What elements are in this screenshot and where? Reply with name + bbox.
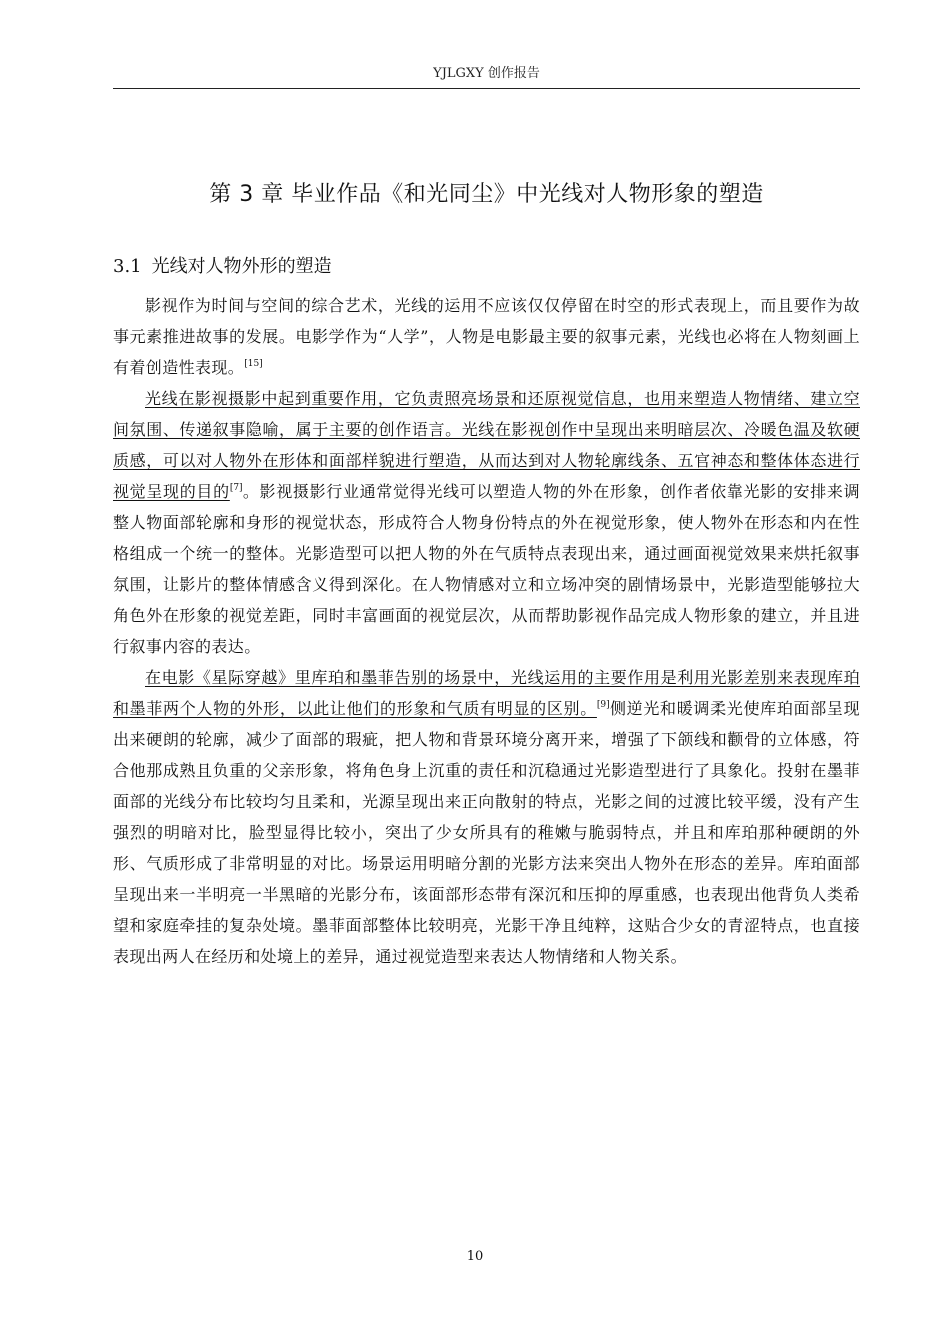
section-number: 3.1 [113,256,142,277]
paragraph-3-underlined-text: 在电影《星际穿越》里库珀和墨菲告别的场景中，光线运用的主要作用是利用光影差别来表现库珀和墨菲两个人物的外形，以此让他们的形象和气质有明显的区别。 [113,668,860,718]
paragraph-3-text: 侧逆光和暖调柔光使库珀面部呈现出来硬朗的轮廓，减少了面部的瑕疵，把人物和背景环境分离开来，增强了下颌线和颧骨的立体感，符合他那成熟且负重的父亲形象，将角色身上沉重的责任和沉稳通过光影造型进行了具象化。投射在墨菲面部的光线分布比较均匀且柔和，光源呈现出来正向散射的特点，光影之间的过渡比较平缓，没有产生强烈的明暗对比，脸型显得比较小，突出了少女所具有的稚嫩与脆弱特点，并且和库珀那种硬朗的外形、气质形成了非常明显的对比。场景运用明暗分割的光影方法来突出人物外在形态的差异。库珀面部呈现出来一半明亮一半黑暗的光影分布，该面部形态带有深沉和压抑的厚重感，也表现出他背负人类希望和家庭牵挂的复杂处境。墨菲面部整体比较明亮，光影干净且纯粹，这贴合少女的青涩特点，也直接表现出两人在经历和处境上的差异，通过视觉造型来表达人物情绪和人物关系。 [113,699,860,966]
citation-7: [7] [229,483,243,493]
running-header-title: YJLGXY 创作报告 [433,66,540,81]
chapter-title: 第 3 章 毕业作品《和光同尘》中光线对人物形象的塑造 [209,182,764,207]
paragraph-2-underlined-text: 光线在影视摄影中起到重要作用，它负责照亮场景和还原视觉信息，也用来塑造人物情绪、建立空间氛围、传递叙事隐喻，属于主要的创作语言。光线在影视创作中呈现出来明暗层次、冷暖色温及软硬质感，可以对人物外在形体和面部样貌进行塑造，从而达到对人物轮廓线条、五官神态和整体体态进行视觉呈现的目的 [113,389,860,501]
paragraph-1 [113,290,860,383]
running-header [113,64,860,89]
paragraph-2-text: 。影视摄影行业通常觉得光线可以塑造人物的外在形象，创作者依靠光影的安排来调整人物面部轮廓和身形的视觉状态，形成符合人物身份特点的外在视觉形象，使人物外在形态和内在性格组成一个统一的整体。光影造型可以把人物的外在气质特点表现出来，通过画面视觉效果来烘托叙事氛围，让影片的整体情感含义得到深化。在人物情感对立和立场冲突的剧情场景中，光影造型能够拉大角色外在形象的视觉差距，同时丰富画面的视觉层次，从而帮助影视作品完成人物形象的建立，并且进行叙事内容的表达。 [113,482,860,656]
citation-9: [9] [596,700,610,710]
page-number: 10 [466,1249,484,1264]
citation-15: [15] [244,359,263,369]
paragraph-1-text: 影视作为时间与空间的综合艺术，光线的运用不应该仅仅停留在时空的形式表现上，而且要作为故事元素推进故事的发展。电影学作为“人学”，人物是电影最主要的叙事元素，光线也必将在人物刻画上有着创造性表现。 [113,296,860,377]
body-text [113,290,860,972]
section-heading [113,252,332,282]
paragraph-3 [113,662,860,972]
paragraph-2 [113,383,860,662]
section-title: 光线对人物外形的塑造 [151,256,332,277]
